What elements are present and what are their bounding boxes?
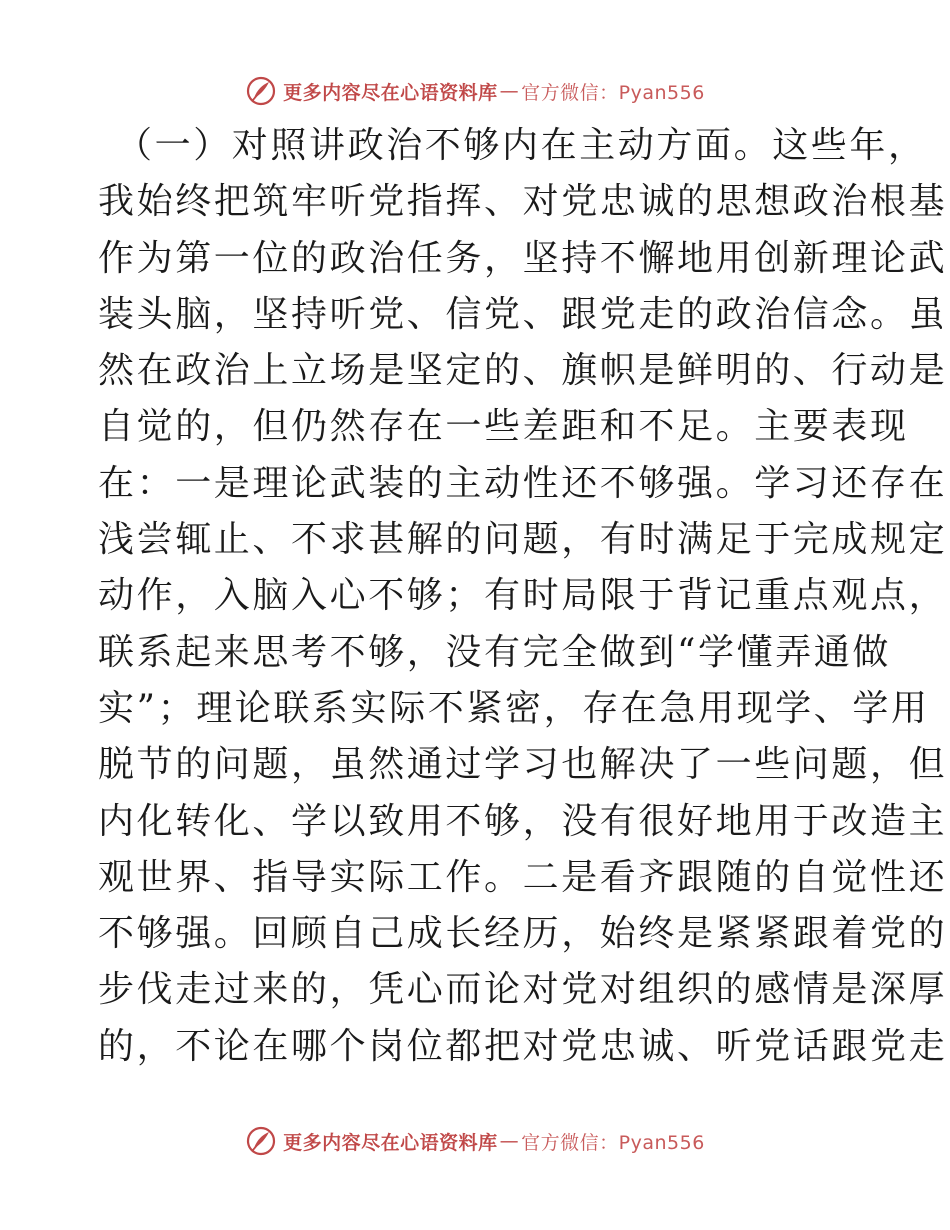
watermark-separator: — [499, 80, 520, 102]
paragraph-line: 在：一是理论武装的主动性还不够强。学习还存在 [98, 462, 948, 504]
paragraph-line: 的，不论在哪个岗位都把对党忠诚、听党话跟党走 [98, 1025, 948, 1067]
watermark-lead-text: 更多内容尽在心语资料库 [283, 1131, 498, 1154]
paragraph-line: 步伐走过来的，凭心而论对党对组织的感情是深厚 [98, 969, 948, 1011]
paragraph-line: 装头脑，坚持听党、信党、跟党走的政治信念。虽 [98, 293, 948, 335]
paragraph-line: 动作，入脑入心不够；有时局限于背记重点观点， [98, 575, 948, 617]
watermark-separator: — [499, 1130, 520, 1152]
watermark-contact-text: 官方微信：Pyan556 [521, 1131, 705, 1154]
paragraph-line: （一）对照讲政治不够内在主动方面。这些年， [116, 125, 927, 166]
paragraph-line: 脱节的问题，虽然通过学习也解决了一些问题，但 [98, 744, 948, 786]
paragraph-line: 作为第一位的政治任务，坚持不懈地用创新理论武 [98, 237, 948, 279]
feather-pen-logo-icon [245, 1125, 277, 1157]
document-body [98, 118, 948, 1075]
paragraph-line: 浅尝辄止、不求甚解的问题，有时满足于完成规定 [98, 519, 948, 561]
paragraph-line: 实”；理论联系实际不紧密，存在急用现学、学用 [98, 687, 930, 729]
feather-pen-logo-icon [245, 75, 277, 107]
paragraph-line: 不够强。回顾自己成长经历，始终是紧紧跟着党的 [98, 913, 948, 955]
paragraph-line: 内化转化、学以致用不够，没有很好地用于改造主 [98, 800, 948, 842]
paragraph-line: 自觉的，但仍然存在一些差距和不足。主要表现 [98, 406, 909, 448]
watermark-contact-text: 官方微信：Pyan556 [521, 81, 705, 104]
watermark-lead-text: 更多内容尽在心语资料库 [283, 81, 498, 104]
paragraph-line: 联系起来思考不够，没有完全做到“学懂弄通做 [98, 631, 892, 673]
footer-watermark [0, 1121, 950, 1161]
paragraph-line: 观世界、指导实际工作。二是看齐跟随的自觉性还 [98, 856, 948, 898]
header-watermark [0, 71, 950, 111]
paragraph-line: 然在政治上立场是坚定的、旗帜是鲜明的、行动是 [98, 350, 948, 392]
paragraph-line: 我始终把筑牢听党指挥、对党忠诚的思想政治根基 [98, 181, 948, 223]
